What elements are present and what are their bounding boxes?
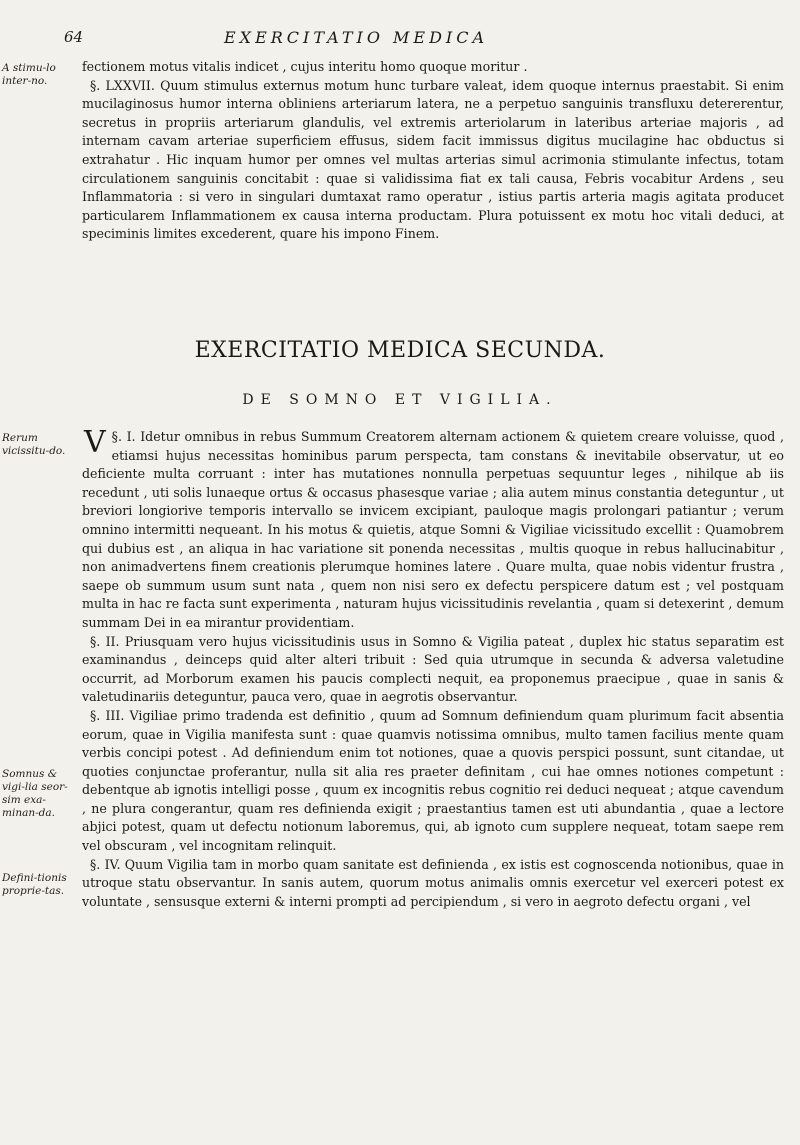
page-number: 64 (64, 28, 84, 46)
page-header (64, 28, 704, 52)
paragraph-1-text: Idetur omnibus in rebus Summum Creatorem alternam actionem & quietem creare voluisse, quod , etiamsi hujus necessitas hominibus parum perspecta, tam constans & inevitabile observatur, ut eo deficiente multa corruant : inter has mutationes nonnulla perpetuas sequuntur leges , nihilque ab iis recedunt , uti solis lunaeque ortus & occasus phasesque variae ; alia autem minus constantia deteguntur , ut breviori longiorive temporis intervallo se invicem excipiant, pauloque magis prolongari patiantur ; verum omnino intermitti nequeant. In his motus & quietis, atque Somni & Vigiliae vicissitudo excellit : Quamobrem qui dubius est , an aliqua in hac variatione sit ponenda necessitas , multis quoque in rebus hallucinabitur , non animadvertens finem creationis plerumque homines latere . Quare multa, quae nobis videntur frustra , saepe ob summum usum sunt nata , quem non nisi sero ex defectu perspicere datum est ; vel postquam multa in hac re facta sunt experimenta , naturam hujus vicissitudinis revelantia , quam si detexerint , demum summam Dei in ea mirantur providentiam. (82, 429, 784, 630)
paragraph-1-number: §. I. (111, 429, 136, 444)
paragraph-3: §. III. Vigiliae primo tradenda est definitio , quum ad Somnum definiendum quam plurimum facit absentia eorum, quae in Vigilia manifesta sunt : quae quamvis notissima omnibus, multo tamen facilius mente quam verbis concipi potest . Ad definiendum enim tot notiones, quae a quovis perspici possunt, sunt citandae, ut quoties conjunctae proferantur, nulla sit alia res praeter definitam , cui hae omnes notiones competunt : debentque ab ignotis intelligi posse , quum ex incognitis rebus cognitio rei deduci nequeat ; atque cavendum , ne plura congerantur, quam res definienda exigit ; praestantius tamen est uti abundantia , quae a lectore abjici potest, quam ut defectu notionum laboremus, qui, ab ignoto cum supplere nequeat, totam saepe rem vel obscuram , vel incognitam relinquit. (82, 707, 784, 854)
paragraph-4: §. IV. Quum Vigilia tam in morbo quam sanitate est definienda , ex istis est cognoscenda notionibus, quae in utroque statu observantur. In sanis autem, quorum motus animalis omnis exercetur vel exerceri potest ex voluntate , sensusque externi & interni prompti ad percipiendum , si vero in aegroto defectu organi , vel (82, 856, 784, 909)
drop-cap: V (84, 425, 106, 460)
paragraph-77: §. LXXVII. Quum stimulus externus motum hunc turbare valeat, idem quoque internus praestabit. Si enim mucilaginosus humor interna obliniens arteriarum latera, ne a perpetuo sanguinis transfluxu detererentur, secretus in propriis arteriarum glandulis, vel extremis arteriolarum in lateribus arteriae majoris , ad internam cavam arteriae superficiem effusus, sidem facit immissus digitus mucilagine hac obductus si extrahatur . Hic inquam humor per omnes vel multas arterias simul acrimonia stimulante infectus, totam circulationem sanguinis concitabit : quae si validissima fiat ex tali causa, Febris vocabitur Ardens , seu Inflammatoria : si vero in singulari dumtaxat ramo operatur , istius partis arteria magis agitata producet particularem Inflammationem ex causa interna productam. Plura potuissent ex motu hoc vitali deduci, at speciminis limites excederent, quare his impono Finem. (82, 77, 784, 242)
main-text (82, 425, 784, 911)
section-title: EXERCITATIO MEDICA SECUNDA. (194, 338, 606, 363)
running-head: EXERCITATIO MEDICA (224, 28, 489, 47)
section-subtitle: DE SOMNO ET VIGILIA. (242, 392, 558, 408)
margin-note-definitionis: Defini-tionis proprie-tas. (2, 872, 67, 897)
margin-note-somnus-vigilia: Somnus & vigi-lia seor-sim exa-minan-da. (2, 768, 68, 819)
margin-note-rerum-vicissitudo: Rerum vicissitu-do. (2, 432, 66, 457)
paragraph-2: §. II. Priusquam vero hujus vicissitudinis usus in Somno & Vigilia pateat , duplex hic status separatim est examinandus , deinceps quid alter alteri tribuit : Sed quia utrumque in secunda & adversa valetudine occurrit, ad Morborum examen his paucis complecti nequit, ea proponemus praecipue , quae in sanis & valetudinariis deteguntur, pauca vero, quae in aegrotis observantur. (82, 633, 784, 705)
margin-note-stimulo-interno: A stimu-lo inter-no. (2, 62, 56, 87)
continued-paragraph: fectionem motus vitalis indicet , cujus interitu homo quoque moritur . (82, 59, 528, 74)
paragraph-1 (82, 425, 784, 633)
top-text (82, 58, 784, 244)
